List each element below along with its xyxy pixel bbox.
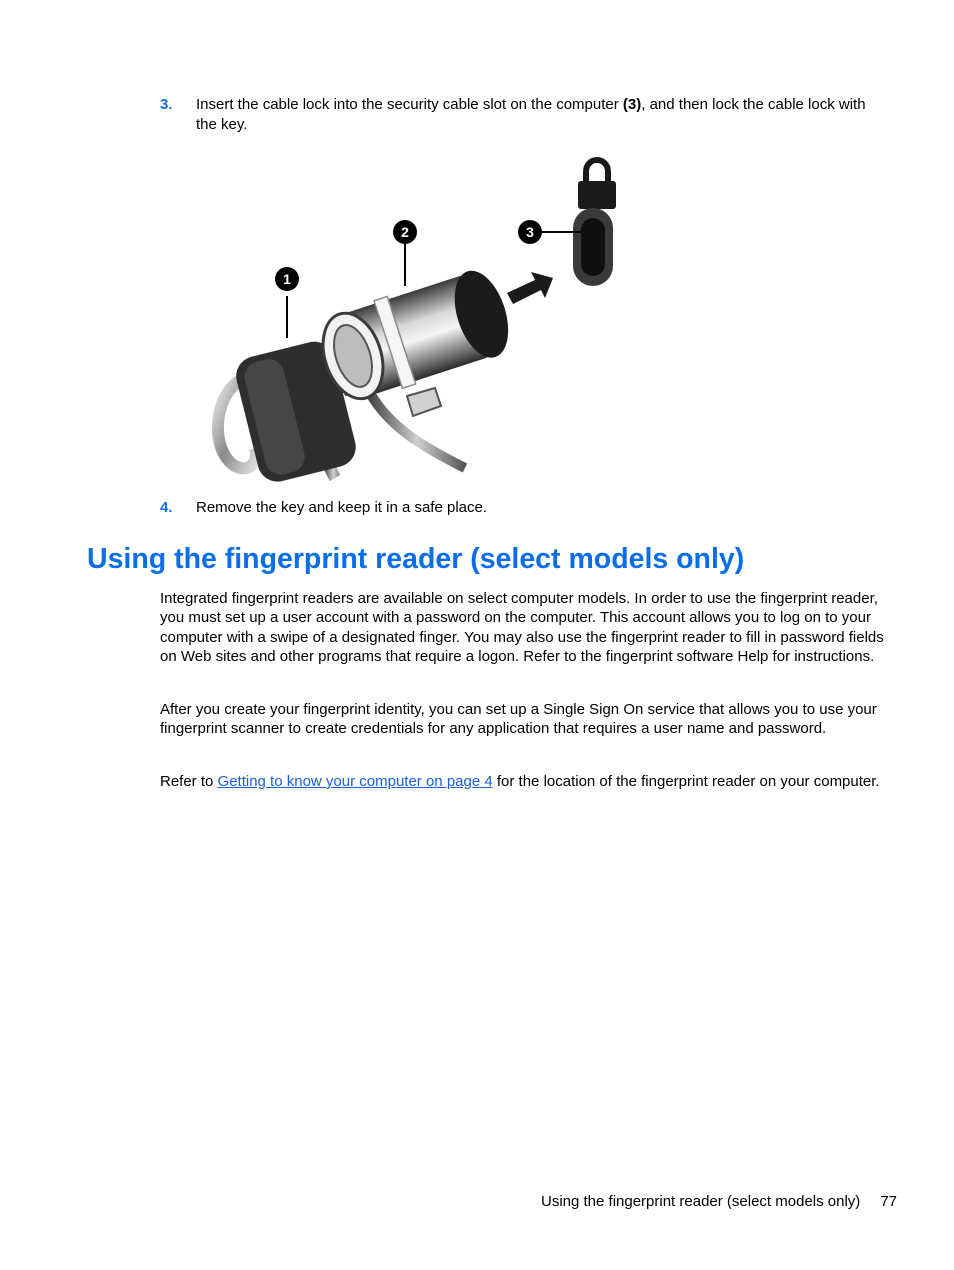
- step-3: [160, 95, 890, 134]
- paragraph-text-part: Refer to: [160, 773, 218, 790]
- paragraph-reference: [160, 772, 890, 791]
- section-heading: Using the fingerprint reader (select models only): [87, 543, 745, 575]
- page-number: 77: [880, 1193, 897, 1210]
- security-slot: [573, 208, 613, 286]
- svg-text:1: 1: [283, 271, 291, 287]
- step-number: 4.: [160, 499, 173, 516]
- padlock-icon: [578, 160, 616, 209]
- getting-to-know-link[interactable]: Getting to know your computer on page 4: [217, 773, 493, 790]
- cable-clamp: [407, 388, 441, 416]
- step-number: 3.: [160, 96, 173, 113]
- step-text-part: Insert the cable lock into the security cable slot on the computer: [196, 96, 623, 113]
- callout-1: [275, 267, 299, 291]
- paragraph-text-part: for the location of the fingerprint reader on your computer.: [492, 773, 880, 790]
- step-text-part: , and then lock the cable lock with the key.: [196, 96, 866, 133]
- step-text: [196, 95, 890, 134]
- callout-reference: (3): [622, 96, 642, 113]
- cable-lock-illustration: [195, 148, 625, 483]
- step-4: [160, 498, 890, 518]
- paragraph-intro: Integrated fingerprint readers are available on select computer models. In order to use the fingerprint reader, you must set up a user account with a password on the computer. This account allows you to log on to your computer with a swipe of a designated finger. You may also use the fingerprint reader to fill in password fields on Web sites and other programs that require a logon. Refer to the fingerprint software Help for instructions.: [160, 590, 884, 666]
- footer-title: Using the fingerprint reader (select models only): [540, 1193, 861, 1210]
- step-text: Remove the key and keep it in a safe place.: [196, 499, 488, 516]
- svg-text:3: 3: [526, 224, 534, 240]
- page-footer: [541, 1192, 897, 1212]
- direction-arrow: [507, 272, 553, 304]
- paragraph-single-sign-on: After you create your fingerprint identity, you can set up a Single Sign On service that allows you to use your fingerprint scanner to create credentials for any application that requires a user name and password.: [160, 701, 877, 738]
- lock-body: [312, 263, 518, 408]
- svg-text:2: 2: [401, 224, 409, 240]
- callout-3: [518, 220, 542, 244]
- callout-2: [393, 220, 417, 244]
